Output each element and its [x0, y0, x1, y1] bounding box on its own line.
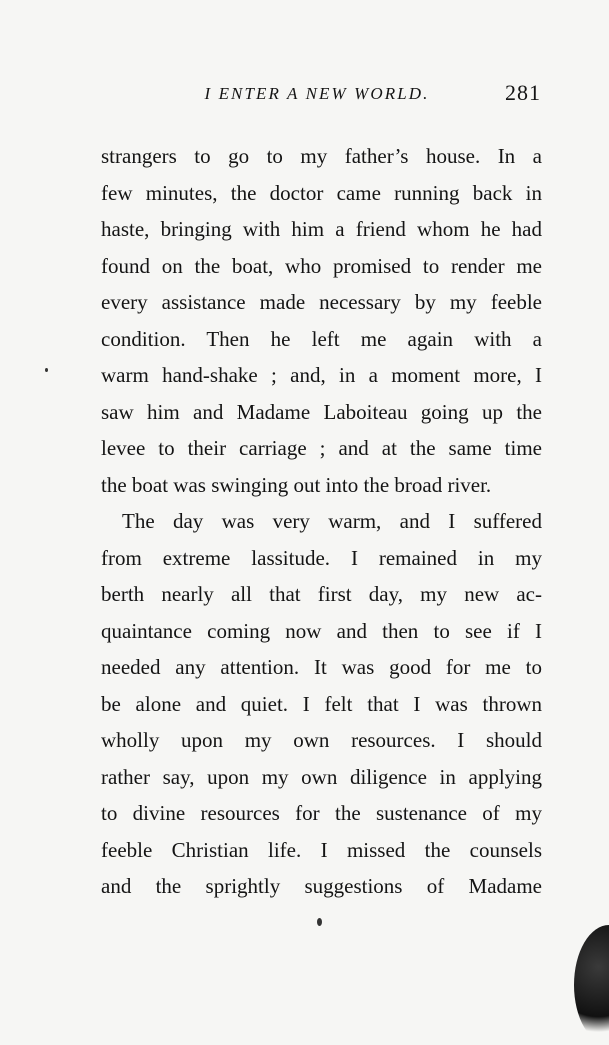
text-line: found on the boat, who promised to render me [101, 253, 542, 278]
text-line: few minutes, the doctor came running back in [101, 180, 542, 205]
text-line: every assistance made necessary by my feeble [101, 290, 542, 314]
text-line: quaintance coming now and then to see if I [101, 618, 542, 643]
body-text [101, 138, 542, 905]
text-line: and the sprightly suggestions of Madame [101, 874, 542, 898]
text-line: needed any attention. It was good for me to [101, 655, 542, 679]
text-line: strangers to go to my father’s house. In a [101, 144, 542, 168]
page-edge-shadow [574, 925, 609, 1045]
ink-speck [45, 368, 48, 372]
ink-speck [317, 918, 322, 926]
text-line: condition. Then he left me again with a [101, 326, 542, 351]
page-header [0, 80, 609, 114]
text-line: haste, bringing with him a friend whom he had [101, 217, 542, 241]
page-number: 281 [505, 80, 541, 105]
text-line: feeble Christian life. I missed the counsels [101, 837, 542, 862]
paragraph-end-line: the boat was swinging out into the broad river. [101, 472, 492, 497]
paragraph-start-line: The day was very warm, and I suffered [122, 509, 542, 533]
text-line: warm hand-shake ; and, in a moment more, I [101, 363, 542, 387]
text-line: be alone and quiet. I felt that I was thrown [101, 691, 542, 716]
text-line: saw him and Madame Laboiteau going up the [101, 399, 542, 424]
text-line: to divine resources for the sustenance of my [101, 801, 542, 825]
text-line: wholly upon my own resources. I should [101, 728, 542, 752]
text-line: levee to their carriage ; and at the same time [101, 436, 542, 460]
text-line: from extreme lassitude. I remained in my [101, 545, 542, 570]
text-line: rather say, upon my own diligence in applying [101, 764, 542, 789]
running-head-title: I ENTER A NEW WORLD. [204, 84, 430, 103]
text-line: berth nearly all that first day, my new ac- [101, 582, 542, 606]
